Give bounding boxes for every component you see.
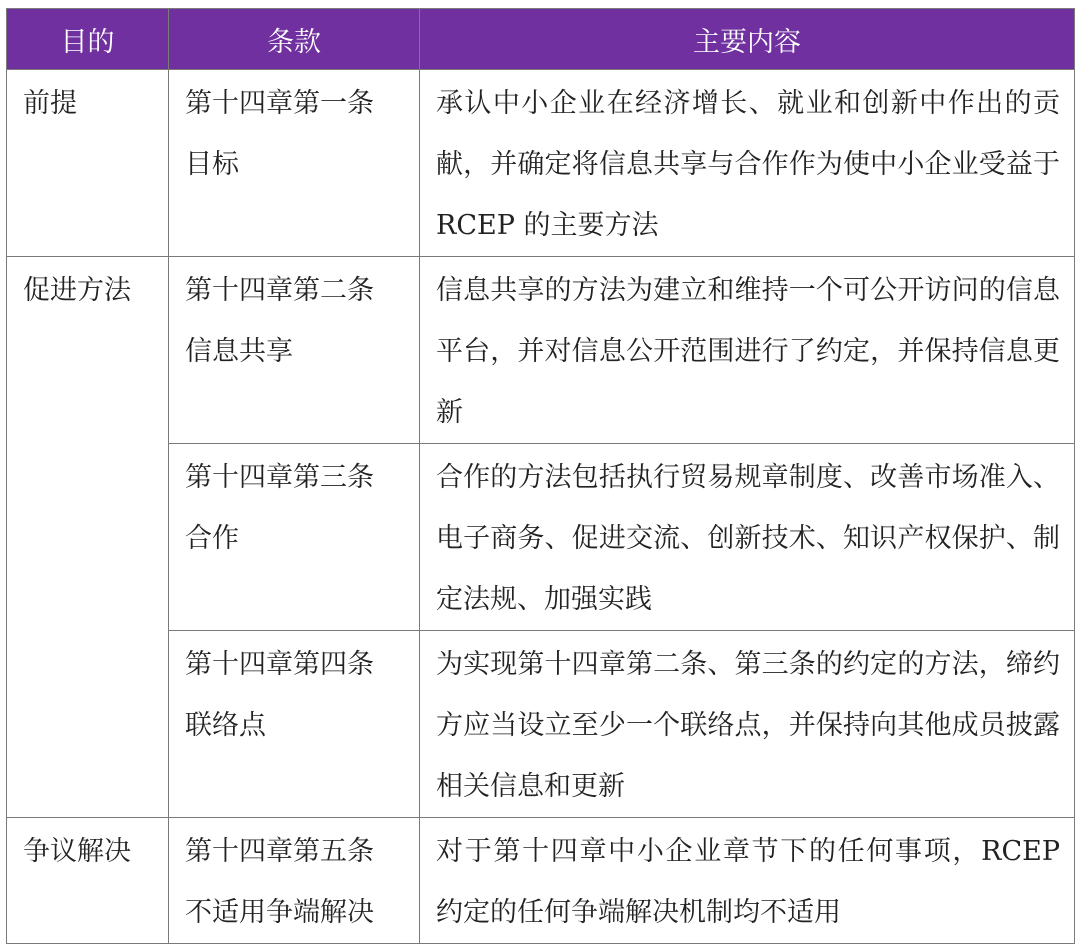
- header-purpose: 目的: [7, 9, 169, 70]
- clause-cell: [169, 444, 420, 631]
- clause-name: 目标: [185, 149, 239, 180]
- content-cell: 信息共享的方法为建立和维持一个可公开访问的信息平台，并对信息公开范围进行了约定，并保持信息更新: [420, 257, 1075, 444]
- content-cell: 对于第十四章中小企业章节下的任何事项，RCEP 约定的任何争端解决机制均不适用: [420, 818, 1075, 944]
- content-cell: 承认中小企业在经济增长、就业和创新中作出的贡献，并确定将信息共享与合作作为使中小企业受益于 RCEP 的主要方法: [420, 70, 1075, 257]
- clause-id: 第十四章第五条: [185, 836, 374, 867]
- clause-name: 不适用争端解决: [185, 897, 374, 928]
- content-cell: 合作的方法包括执行贸易规章制度、改善市场准入、电子商务、促进交流、创新技术、知识产权保护、制定法规、加强实践: [420, 444, 1075, 631]
- clause-cell: [169, 70, 420, 257]
- table-row: [7, 257, 1075, 444]
- clause-id: 第十四章第三条: [185, 462, 374, 493]
- header-clause: 条款: [169, 9, 420, 70]
- table-header-row: [7, 9, 1075, 70]
- clause-name: 信息共享: [185, 336, 293, 367]
- clause-name: 联络点: [185, 710, 266, 741]
- clause-id: 第十四章第一条: [185, 88, 374, 119]
- clause-name: 合作: [185, 523, 239, 554]
- table-row: [7, 818, 1075, 944]
- clause-cell: [169, 818, 420, 944]
- clause-cell: [169, 257, 420, 444]
- header-content: 主要内容: [420, 9, 1075, 70]
- table-row: [7, 70, 1075, 257]
- rcep-sme-table: [6, 8, 1075, 944]
- clause-cell: [169, 631, 420, 818]
- purpose-cell: 前提: [7, 70, 169, 257]
- content-cell: 为实现第十四章第二条、第三条的约定的方法，缔约方应当设立至少一个联络点，并保持向其他成员披露相关信息和更新: [420, 631, 1075, 818]
- purpose-cell: 争议解决: [7, 818, 169, 944]
- clause-id: 第十四章第四条: [185, 649, 374, 680]
- purpose-cell: 促进方法: [7, 257, 169, 818]
- clause-id: 第十四章第二条: [185, 275, 374, 306]
